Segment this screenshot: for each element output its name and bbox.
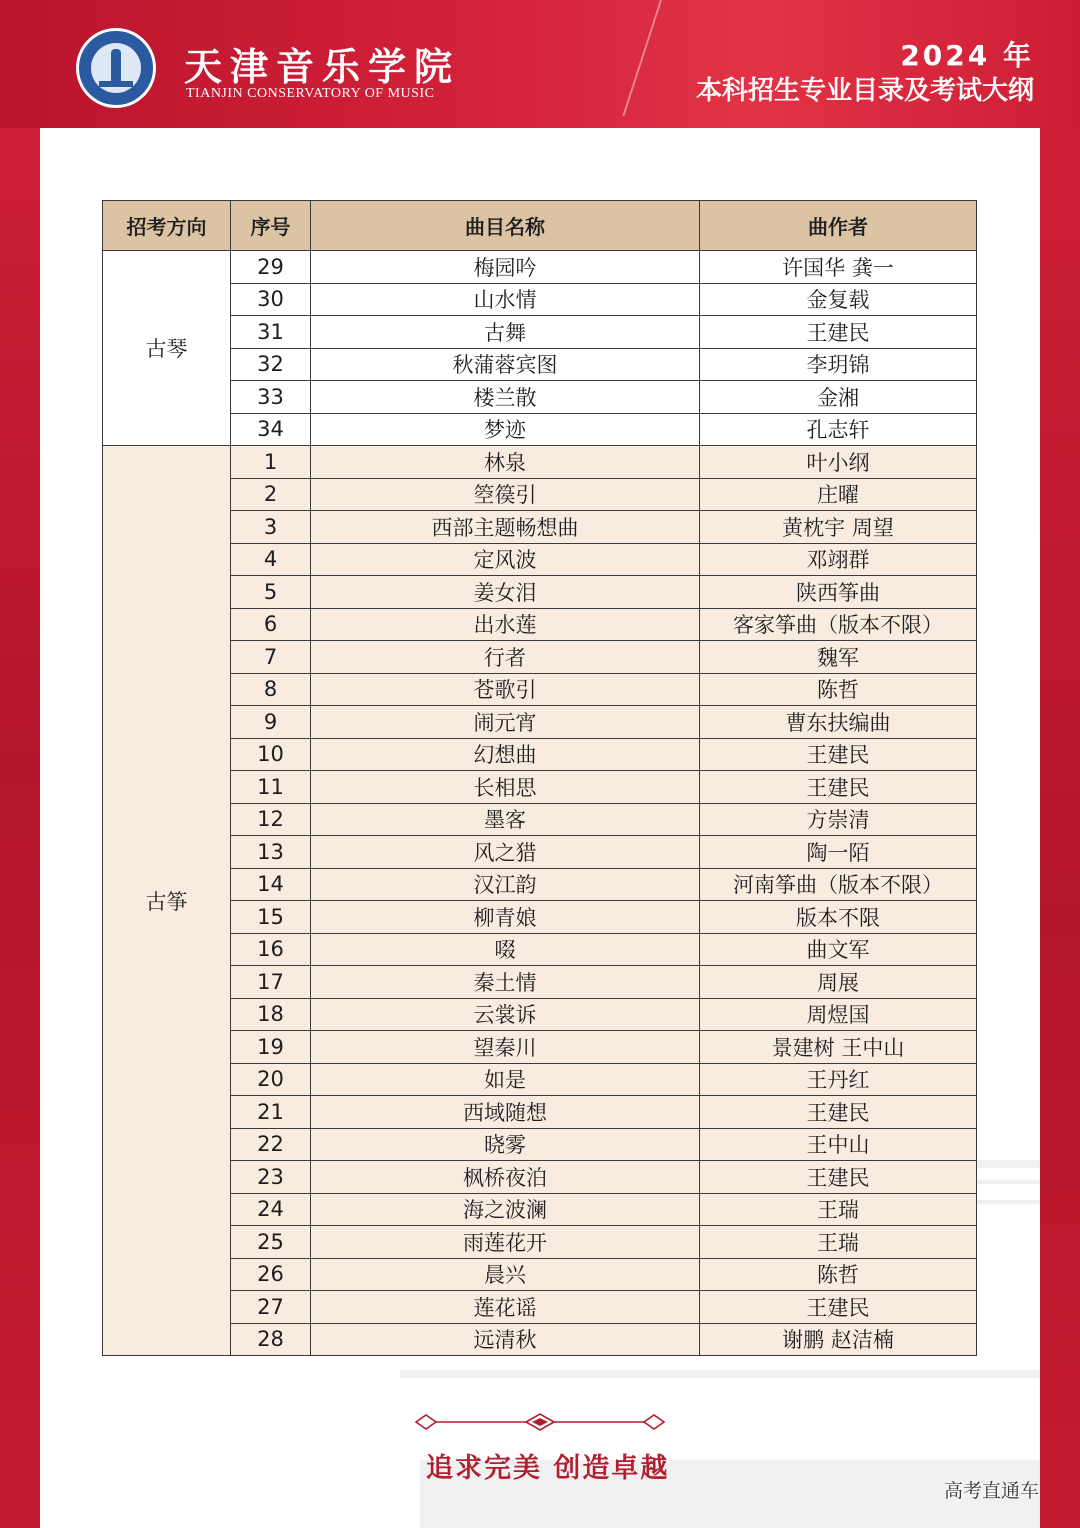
piece-title-cell: 莲花谣 [311, 1291, 700, 1324]
piece-title-cell: 汉江韵 [311, 868, 700, 901]
number-cell: 24 [231, 1193, 311, 1226]
piece-title-cell: 苍歌引 [311, 673, 700, 706]
composer-cell: 客家筝曲（版本不限） [700, 608, 977, 641]
number-cell: 16 [231, 933, 311, 966]
piece-title-cell: 楼兰散 [311, 381, 700, 414]
number-cell: 7 [231, 641, 311, 674]
table-row [103, 641, 977, 674]
table-row [103, 316, 977, 349]
piece-title-cell: 如是 [311, 1063, 700, 1096]
source-watermark: 高考直通车 [944, 1480, 1040, 1502]
composer-cell: 版本不限 [700, 901, 977, 934]
composer-cell: 王瑞 [700, 1193, 977, 1226]
table-row [103, 1128, 977, 1161]
number-cell: 15 [231, 901, 311, 934]
page-header [0, 0, 1080, 128]
composer-cell: 曲文军 [700, 933, 977, 966]
composer-cell: 王中山 [700, 1128, 977, 1161]
header-divider [622, 0, 662, 116]
number-cell: 8 [231, 673, 311, 706]
piece-title-cell: 枫桥夜泊 [311, 1161, 700, 1194]
piece-title-cell: 望秦川 [311, 1031, 700, 1064]
table-row [103, 901, 977, 934]
number-cell: 28 [231, 1323, 311, 1356]
number-cell: 13 [231, 836, 311, 869]
catalog-table [102, 200, 977, 1356]
composer-cell: 黄枕宇 周望 [700, 511, 977, 544]
composer-cell: 王丹红 [700, 1063, 977, 1096]
table-row [103, 868, 977, 901]
piece-title-cell: 风之猎 [311, 836, 700, 869]
number-cell: 4 [231, 543, 311, 576]
composer-cell: 陈哲 [700, 673, 977, 706]
group-name-cell: 古筝 [103, 446, 231, 1356]
piece-title-cell: 古舞 [311, 316, 700, 349]
piece-title-cell: 远清秋 [311, 1323, 700, 1356]
school-logo-icon [76, 28, 156, 108]
composer-cell: 金复载 [700, 283, 977, 316]
column-header-number: 序号 [231, 201, 311, 251]
composer-cell: 王建民 [700, 1161, 977, 1194]
table-row [103, 1096, 977, 1129]
composer-cell: 王建民 [700, 771, 977, 804]
piece-title-cell: 行者 [311, 641, 700, 674]
piece-title-cell: 长相思 [311, 771, 700, 804]
number-cell: 3 [231, 511, 311, 544]
number-cell: 18 [231, 998, 311, 1031]
table-row [103, 283, 977, 316]
school-name-en: TIANJIN CONSERVATORY OF MUSIC [186, 86, 435, 101]
table-row [103, 771, 977, 804]
ornament-divider-icon [414, 1410, 666, 1434]
number-cell: 14 [231, 868, 311, 901]
number-cell: 12 [231, 803, 311, 836]
piece-title-cell: 秋蒲蓉宾图 [311, 348, 700, 381]
table-row [103, 381, 977, 414]
number-cell: 2 [231, 478, 311, 511]
composer-cell: 陕西筝曲 [700, 576, 977, 609]
table-row [103, 1193, 977, 1226]
left-red-border [0, 0, 40, 1528]
piece-title-cell: 墨客 [311, 803, 700, 836]
table-row [103, 446, 977, 479]
number-cell: 33 [231, 381, 311, 414]
piece-title-cell: 定风波 [311, 543, 700, 576]
composer-cell: 孔志轩 [700, 413, 977, 446]
composer-cell: 王建民 [700, 1291, 977, 1324]
number-cell: 9 [231, 706, 311, 739]
column-header-composer: 曲作者 [700, 201, 977, 251]
composer-cell: 陈哲 [700, 1258, 977, 1291]
header-title: 本科招生专业目录及考试大纲 [695, 76, 1034, 106]
table-row [103, 1291, 977, 1324]
table-row [103, 836, 977, 869]
table-row [103, 1063, 977, 1096]
piece-title-cell: 山水情 [311, 283, 700, 316]
composer-cell: 王瑞 [700, 1226, 977, 1259]
table-row [103, 1323, 977, 1356]
number-cell: 26 [231, 1258, 311, 1291]
composer-cell: 曹东扶编曲 [700, 706, 977, 739]
table-row [103, 673, 977, 706]
composer-cell: 周展 [700, 966, 977, 999]
piece-title-cell: 幻想曲 [311, 738, 700, 771]
piece-title-cell: 晓雾 [311, 1128, 700, 1161]
number-cell: 29 [231, 251, 311, 284]
table-row [103, 608, 977, 641]
composer-cell: 河南筝曲（版本不限） [700, 868, 977, 901]
table-row [103, 933, 977, 966]
piece-title-cell: 姜女泪 [311, 576, 700, 609]
number-cell: 22 [231, 1128, 311, 1161]
piece-title-cell: 秦土情 [311, 966, 700, 999]
number-cell: 19 [231, 1031, 311, 1064]
composer-cell: 方崇清 [700, 803, 977, 836]
piece-title-cell: 梦迹 [311, 413, 700, 446]
number-cell: 17 [231, 966, 311, 999]
composer-cell: 许国华 龚一 [700, 251, 977, 284]
piece-title-cell: 梅园吟 [311, 251, 700, 284]
table-row [103, 478, 977, 511]
composer-cell: 谢鹏 赵洁楠 [700, 1323, 977, 1356]
table-row [103, 1161, 977, 1194]
header-year: 2024 年 [900, 39, 1034, 72]
piece-title-cell: 晨兴 [311, 1258, 700, 1291]
number-cell: 20 [231, 1063, 311, 1096]
composer-cell: 叶小纲 [700, 446, 977, 479]
composer-cell: 周煜国 [700, 998, 977, 1031]
table-row [103, 803, 977, 836]
piece-title-cell: 林泉 [311, 446, 700, 479]
number-cell: 5 [231, 576, 311, 609]
piece-title-cell: 柳青娘 [311, 901, 700, 934]
school-name: 天津音乐学院 [184, 44, 461, 89]
piece-title-cell: 箜篌引 [311, 478, 700, 511]
right-red-border [1040, 0, 1080, 1528]
table-body [103, 251, 977, 1356]
number-cell: 31 [231, 316, 311, 349]
table-header-row [103, 201, 977, 251]
group-name-cell: 古琴 [103, 251, 231, 446]
table-row [103, 543, 977, 576]
composer-cell: 陶一陌 [700, 836, 977, 869]
number-cell: 27 [231, 1291, 311, 1324]
column-header-direction: 招考方向 [103, 201, 231, 251]
number-cell: 21 [231, 1096, 311, 1129]
table-row [103, 511, 977, 544]
table-row [103, 251, 977, 284]
number-cell: 34 [231, 413, 311, 446]
composer-cell: 王建民 [700, 738, 977, 771]
table-row [103, 966, 977, 999]
composer-cell: 庄曜 [700, 478, 977, 511]
table-row [103, 706, 977, 739]
composer-cell: 李玥锦 [700, 348, 977, 381]
piece-title-cell: 西域随想 [311, 1096, 700, 1129]
piece-title-cell: 云裳诉 [311, 998, 700, 1031]
table-row [103, 1226, 977, 1259]
number-cell: 25 [231, 1226, 311, 1259]
composer-cell: 金湘 [700, 381, 977, 414]
table-row [103, 413, 977, 446]
column-header-title: 曲目名称 [311, 201, 700, 251]
number-cell: 6 [231, 608, 311, 641]
piece-title-cell: 出水莲 [311, 608, 700, 641]
composer-cell: 王建民 [700, 1096, 977, 1129]
number-cell: 1 [231, 446, 311, 479]
composer-cell: 王建民 [700, 316, 977, 349]
table-row [103, 998, 977, 1031]
table-row [103, 1031, 977, 1064]
number-cell: 30 [231, 283, 311, 316]
piece-title-cell: 西部主题畅想曲 [311, 511, 700, 544]
number-cell: 23 [231, 1161, 311, 1194]
piece-title-cell: 雨莲花开 [311, 1226, 700, 1259]
number-cell: 32 [231, 348, 311, 381]
number-cell: 10 [231, 738, 311, 771]
piece-title-cell: 闹元宵 [311, 706, 700, 739]
slogan: 追求完美 创造卓越 [426, 1453, 670, 1484]
composer-cell: 景建树 王中山 [700, 1031, 977, 1064]
number-cell: 11 [231, 771, 311, 804]
composer-cell: 魏军 [700, 641, 977, 674]
composer-cell: 邓翊群 [700, 543, 977, 576]
table-row [103, 576, 977, 609]
piece-title-cell: 啜 [311, 933, 700, 966]
table-row [103, 348, 977, 381]
piece-title-cell: 海之波澜 [311, 1193, 700, 1226]
table-row [103, 1258, 977, 1291]
table-row [103, 738, 977, 771]
